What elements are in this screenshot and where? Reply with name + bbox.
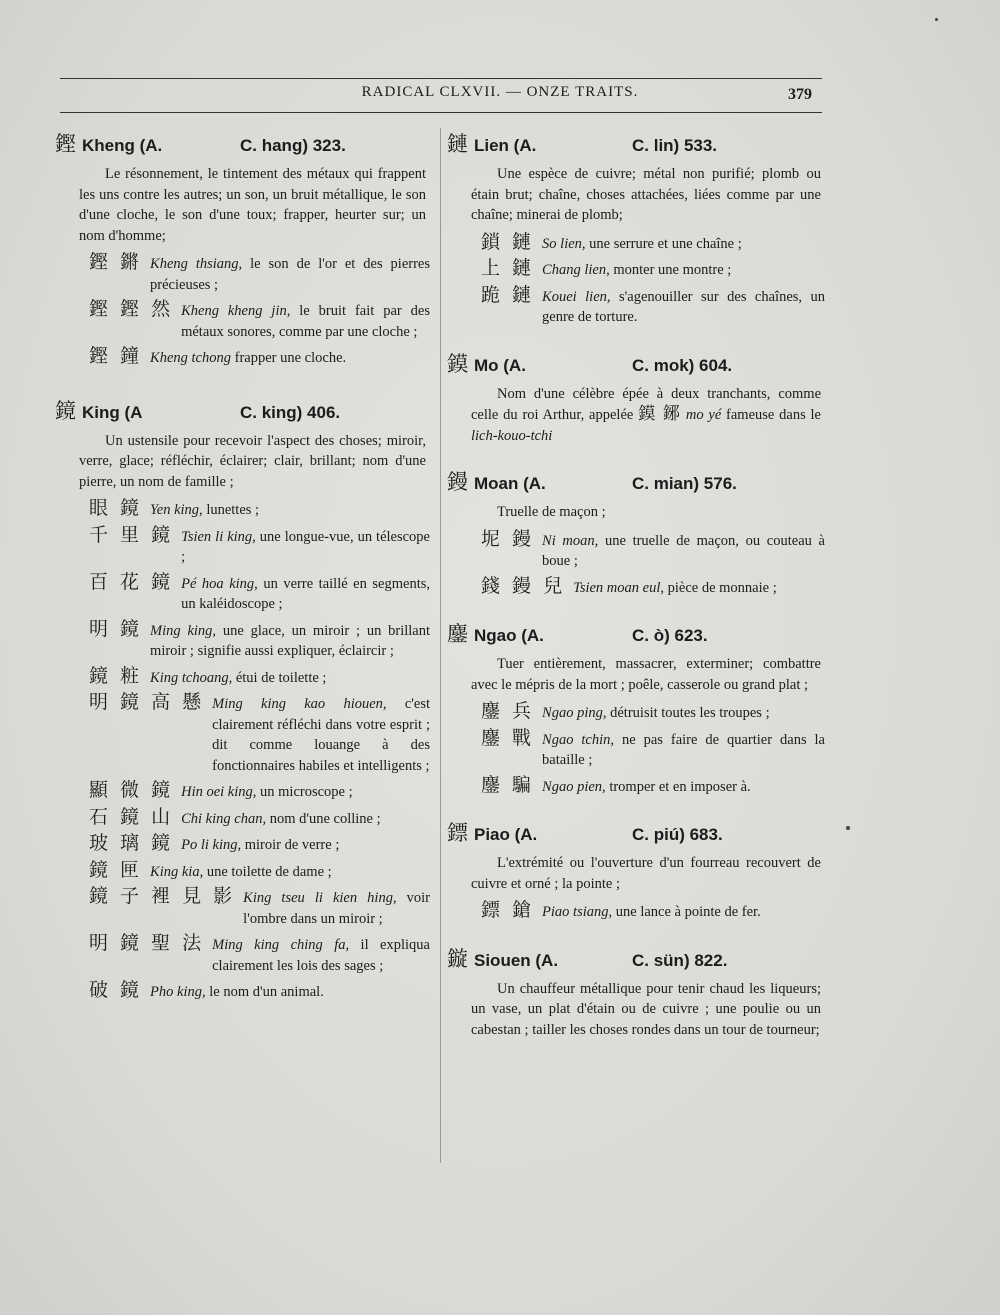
- entry-mo: [447, 348, 825, 447]
- compound-gloss: [542, 777, 825, 798]
- entry-heading: [447, 128, 825, 158]
- headword-romanization: Lien (A.: [474, 136, 537, 155]
- compound-item: [89, 833, 430, 856]
- compound-gloss: [573, 578, 825, 599]
- headword-character: 鏇: [447, 946, 468, 971]
- compound-romanization: Po li king,: [181, 837, 242, 853]
- compound-gloss: [212, 694, 430, 776]
- entry-heading: [447, 466, 825, 496]
- compound-characters: 明 鏡 高 懸: [89, 691, 205, 713]
- entry-definition: Un chauffeur métallique pour tenir chaud les liqueurs; un vase, un plat d'étain ou de cuivre ; une poulie ou un cabestan ; tailler les choses rondes dans un tour de tourneur;: [471, 980, 821, 1038]
- compound-gloss: [181, 527, 430, 568]
- compound-romanization: Yen king,: [150, 502, 203, 518]
- cantonese-reading: C. king) 406.: [240, 402, 341, 422]
- compound-meaning: le nom d'un animal.: [205, 984, 324, 1000]
- headword-character: 鏡: [55, 398, 76, 423]
- compound-meaning: nom d'une colline ;: [266, 810, 381, 827]
- cantonese-reading: C. lin) 533.: [632, 136, 718, 155]
- compound-item: [89, 572, 430, 615]
- compound-meaning: s'agenouiller sur des chaînes, un genre de torture.: [542, 288, 825, 325]
- compound-meaning: voir l'ombre dans un miroir ;: [243, 890, 430, 927]
- compound-gloss: [212, 935, 430, 976]
- compound-characters: 鏗 鐘: [89, 345, 143, 367]
- compound-meaning: étui de toilette ;: [232, 669, 327, 686]
- compound-meaning: le son de l'or et des pierres précieuses ;: [150, 256, 430, 293]
- headword-romanization: Moan (A.: [474, 474, 546, 493]
- compound-gloss: [181, 301, 430, 342]
- left-column: [55, 128, 430, 1023]
- compound-item: [481, 900, 825, 923]
- compound-characters: 鏡 匣: [89, 858, 143, 881]
- compound-item: [481, 775, 825, 798]
- page-number: 379: [788, 86, 812, 103]
- compound-characters: 鏖 騙: [481, 773, 535, 796]
- headword-romanization: King (A: [82, 402, 143, 422]
- headword-character: 鏌: [447, 351, 468, 376]
- compound-romanization: Piao tsiang,: [542, 904, 613, 920]
- compound-romanization: Hin oei king,: [181, 784, 257, 800]
- compound-characters: 鏢 鎗: [481, 899, 535, 921]
- compound-gloss: [150, 500, 430, 521]
- header-rule-top: [60, 78, 822, 79]
- cantonese-reading: C. sün) 822.: [632, 950, 728, 970]
- compound-gloss: [150, 348, 430, 369]
- compound-meaning: détruisit toutes les troupes ;: [606, 705, 770, 721]
- cantonese-reading: C. ò) 623.: [632, 626, 708, 645]
- compound-characters: 坭 鏝: [481, 527, 535, 550]
- compound-romanization: Ming king kao hiouen,: [212, 696, 387, 712]
- compound-item: [89, 666, 430, 689]
- compound-item: [481, 701, 825, 724]
- compound-gloss: [542, 531, 825, 572]
- compound-romanization: So lien,: [542, 235, 586, 252]
- entry-heading: [447, 817, 825, 847]
- headword-character: 鏗: [55, 132, 76, 156]
- entry-heading: [447, 943, 825, 973]
- definition-text: fameuse dans le: [721, 407, 821, 423]
- compound-item: [89, 780, 430, 803]
- entry-moan: [447, 466, 825, 598]
- compound-meaning: le bruit fait par des métaux sonores, comme par une cloche ;: [181, 303, 430, 340]
- compound-gloss: [542, 287, 825, 328]
- entry-king: [55, 395, 430, 1003]
- compound-romanization: Tsien moan eul,: [573, 579, 664, 596]
- compound-romanization: Ngao ping,: [542, 705, 607, 721]
- compound-meaning: un microscope ;: [256, 784, 353, 800]
- cantonese-reading: C. mian) 576.: [632, 474, 737, 493]
- entry-definition: Une espèce de cuivre; métal non purifié; plomb ou étain brut; chaîne, choses attachées, liées comme par une chaîne; minerai de plomb;: [471, 166, 821, 223]
- headword-character: 鏖: [447, 622, 468, 646]
- entry-piao: [447, 817, 825, 923]
- compound-gloss: [150, 982, 430, 1003]
- compound-item: [89, 525, 430, 568]
- compound-item: [89, 498, 430, 521]
- headword-romanization: Kheng (A.: [82, 136, 163, 155]
- headword-character: 鏝: [447, 470, 468, 494]
- headword-romanization: Ngao (A.: [474, 626, 544, 645]
- compound-gloss: [181, 574, 430, 615]
- compound-romanization: Ngao tchin,: [542, 731, 615, 748]
- compound-characters: 鏖 兵: [481, 700, 535, 722]
- compound-item: [481, 258, 825, 281]
- compound-item: [481, 728, 825, 771]
- entry-definition: Truelle de maçon ;: [497, 504, 606, 520]
- compound-gloss: [542, 260, 825, 281]
- compound-romanization: King tchoang,: [150, 669, 233, 686]
- compound-characters: 明 鏡 聖 法: [89, 932, 205, 954]
- entry-heading: [447, 348, 825, 378]
- compound-characters: 錢 鏝 兒: [481, 574, 566, 597]
- compound-romanization: Ni moan,: [542, 532, 599, 549]
- entry-definition: Un ustensile pour recevoir l'aspect des choses; miroir, verre, glace; réfléchir, éclairer; clair, brillant; nom d'une pierre, un nom de famille ;: [79, 432, 426, 490]
- compound-characters: 鏗 鏘: [89, 251, 143, 273]
- compound-gloss: [150, 862, 430, 883]
- compound-gloss: [243, 888, 430, 929]
- running-head: RADICAL CLXVII. — ONZE TRAITS.: [361, 84, 639, 100]
- compound-meaning: il expliqua clairement les lois des sages ;: [212, 937, 430, 974]
- compound-characters: 鏖 戰: [481, 726, 535, 749]
- compound-meaning: une glace, un miroir ; un brillant miroir ; signifie aussi expliquer, éclaircir ;: [150, 622, 431, 659]
- compound-meaning: une longue-vue, un télescope ;: [181, 528, 430, 565]
- compound-item: [481, 529, 825, 572]
- compound-gloss: [542, 902, 825, 923]
- compound-meaning: pièce de monnaie ;: [664, 579, 777, 596]
- compound-characters: 鏡 粧: [89, 664, 143, 687]
- compound-characters: 千 里 鏡: [89, 523, 174, 546]
- compound-item: [89, 886, 430, 929]
- compound-romanization: Kheng thsiang,: [150, 256, 243, 272]
- compound-romanization: Pho king,: [150, 984, 206, 1000]
- compound-characters: 破 鏡: [89, 979, 143, 1001]
- compound-characters: 顯 微 鏡: [89, 779, 174, 801]
- definition-text: Nom d'une célèbre épée à deux tranchants, comme celle du roi Arthur, appelée: [471, 385, 821, 423]
- compound-meaning: une serrure et une chaîne ;: [585, 235, 742, 252]
- compound-meaning: lunettes ;: [202, 502, 260, 518]
- compound-meaning: une lance à pointe de fer.: [612, 904, 761, 920]
- compound-romanization: Chang lien,: [542, 262, 610, 278]
- compound-item: [89, 933, 430, 976]
- compound-characters: 上 鏈: [481, 257, 535, 279]
- entry-heading: [55, 395, 430, 425]
- compound-romanization: King tseu li kien hing,: [243, 890, 397, 906]
- entry-ngao: [447, 618, 825, 797]
- compound-meaning: frapper une cloche.: [231, 350, 347, 366]
- book-title: lich-kouo-tchi: [471, 427, 553, 444]
- compound-item: [481, 285, 825, 328]
- cantonese-reading: C. mok) 604.: [632, 355, 733, 375]
- column-divider: [440, 128, 441, 1163]
- compound-meaning: un verre taillé en segments, un kaléidoscope ;: [181, 575, 430, 612]
- compound-item: [89, 980, 430, 1003]
- compound-meaning: une truelle de maçon, ou couteau à boue ;: [542, 532, 825, 569]
- compound-item: [481, 232, 825, 255]
- compound-characters: 眼 鏡: [89, 497, 143, 519]
- cantonese-reading: C. piú) 683.: [632, 825, 723, 844]
- compound-item: [89, 619, 430, 662]
- compound-meaning: ne pas faire de quartier dans la bataille ;: [542, 731, 825, 768]
- compound-item: [89, 346, 430, 369]
- compound-romanization: Ngao pien,: [542, 778, 606, 795]
- entry-definition: [471, 384, 825, 447]
- compound-meaning: une toilette de dame ;: [203, 863, 332, 880]
- entry-definition: Le résonnement, le tintement des métaux qui frappent les uns contre les autres; un son, un bruit métallique, le son d'une cloche, le son d'une toux; frapper, heurter sur; un nom d'homme;: [79, 166, 426, 244]
- entry-heading: [55, 128, 430, 158]
- compound-item: [89, 252, 430, 295]
- compound-meaning: monter une montre ;: [609, 262, 732, 278]
- compound-item: [481, 576, 825, 599]
- compound-gloss: [181, 809, 430, 830]
- headword-romanization: Siouen (A.: [474, 950, 559, 970]
- entry-heading: [447, 618, 825, 648]
- compound-romanization: Kouei lien,: [542, 288, 611, 305]
- entry-kheng: [55, 128, 430, 369]
- inline-romanization: mo yé: [685, 407, 722, 423]
- compound-characters: 明 鏡: [89, 617, 143, 640]
- header-rule-bottom: [60, 112, 822, 113]
- compound-gloss: [542, 730, 825, 771]
- compound-characters: 跪 鏈: [481, 283, 535, 306]
- compound-characters: 鎖 鏈: [481, 230, 535, 253]
- compound-characters: 百 花 鏡: [89, 570, 174, 593]
- inline-characters: 鏌 鋣: [638, 404, 682, 424]
- right-column: [447, 128, 825, 1060]
- compound-gloss: [150, 668, 430, 689]
- compound-gloss: [542, 234, 825, 255]
- compound-gloss: [150, 621, 430, 662]
- headword-romanization: Piao (A.: [474, 825, 538, 844]
- entry-definition: Tuer entièrement, massacrer, exterminer; combattre avec le mépris de la mort ; poêle, casserole ou grand plat ;: [471, 656, 821, 693]
- compound-meaning: miroir de verre ;: [241, 837, 340, 853]
- headword-character: 鏈: [447, 132, 468, 156]
- headword-character: 鏢: [447, 821, 468, 845]
- compound-romanization: King kia,: [150, 863, 204, 880]
- cantonese-reading: C. hang) 323.: [240, 136, 346, 155]
- compound-characters: 石 鏡 山: [89, 805, 174, 828]
- compound-romanization: Ming king ching fa,: [212, 937, 350, 953]
- entry-definition: L'extrémité ou l'ouverture d'un fourreau recouvert de cuivre et orné ; la pointe ;: [471, 855, 821, 892]
- compound-characters: 玻 璃 鏡: [89, 832, 174, 854]
- compound-gloss: [181, 835, 430, 856]
- compound-meaning: c'est clairement réfléchi dans votre esprit ; dit comme louange à des fonctionnaires habiles et intelligents ;: [212, 696, 430, 774]
- compound-gloss: [150, 254, 430, 295]
- print-speck: [935, 18, 938, 21]
- compound-item: [89, 807, 430, 830]
- compound-romanization: Kheng kheng jin,: [181, 303, 291, 319]
- entry-siouen: [447, 943, 825, 1041]
- compound-romanization: Tsien li king,: [181, 528, 256, 545]
- compound-romanization: Chi king chan,: [181, 810, 267, 827]
- compound-characters: 鏡 子 裡 見 影: [89, 885, 236, 907]
- compound-item: [89, 860, 430, 883]
- compound-romanization: Pé hoa king,: [181, 575, 258, 592]
- headword-romanization: Mo (A.: [474, 355, 526, 375]
- compound-romanization: Ming king,: [150, 622, 217, 639]
- compound-item: [89, 692, 430, 776]
- entry-lien: [447, 128, 825, 328]
- compound-meaning: tromper et en imposer à.: [605, 778, 751, 795]
- compound-characters: 鏗 鏗 然: [89, 298, 174, 320]
- print-speck: [846, 826, 850, 830]
- compound-romanization: Kheng tchong: [150, 350, 231, 366]
- compound-gloss: [542, 703, 825, 724]
- compound-item: [89, 299, 430, 342]
- compound-gloss: [181, 782, 430, 803]
